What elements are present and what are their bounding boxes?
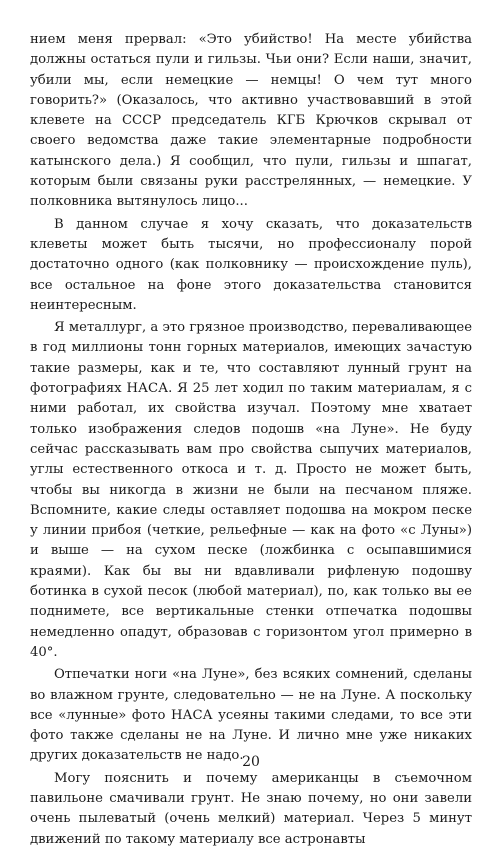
- page-number: 20: [242, 754, 260, 770]
- paragraph-5: Могу пояснить и почему американцы в съемочном павильоне смачивали грунт. Не знаю почему, но они завели очень пылеватый (очень мелкий) материал. Через 5 минут движений по такому материалу все астронавты: [30, 770, 472, 847]
- paragraph-2: В данном случае я хочу сказать, что доказательств клеветы может быть тысячи, но профессионалу порой достаточно одного (как полковнику — происхождение пуль), все остальное на фоне этого доказательства становится неинтересным.: [30, 216, 472, 313]
- paragraph-4: Отпечатки ноги «на Луне», без всяких сомнений, сделаны во влажном грунте, следовательно — не на Луне. А поскольку все «лунные» фото НАСА усеяны такими следами, то все эти фото также сделаны не на Луне. И лично мне уже никаких других доказательств не надо.: [30, 667, 472, 764]
- paragraph-1: нием меня прервал: «Это убийство! На месте убийства должны остаться пули и гильзы. Чьи они? Если наши, значит, убили мы, если немецкие — немцы! О чем тут много говорить?» (Оказалось, что активно участвовавший в этой клевете на СССР председатель КГБ Крючков скрывал от своего ведомства даже такие элементарные подробности катынского дела.) Я сообщил, что пули, гильзы и шпагат, которым были связаны руки расстрелянных, — немецкие. У полковника вытянулось лицо...: [30, 32, 472, 210]
- book-page: [30, 30, 472, 847]
- paragraph-3: Я металлург, а это грязное производство, переваливающее в год миллионы тонн горных материалов, имеющих зачастую такие размеры, как и те, что составляют лунный грунт на фотографиях НАСА. Я 25 лет ходил по таким материалам, я с ними работал, их свойства изучал. Поэтому мне хватает только изображения следов подошв «на Луне». Не буду сейчас рассказывать вам про свойства сыпучих материалов, углы естественного откоса и т. д. Просто не может быть, чтобы вы никогда в жизни не были на песчаном пляже. Вспомните, какие следы оставляет подошва на мокром песке у линии прибоя (четкие, рельефные — как на фото «с Луны») и выше — на сухом песке (ложбинка с осыпавшимися краями). Как бы вы ни вдавливали рифленую подошву ботинка в сухой песок (любой материал), по, как только вы ее поднимете, все вертикальные стенки отпечатка подошвы немедленно опадут, образовав с горизонтом угол примерно в 40°.: [30, 320, 472, 660]
